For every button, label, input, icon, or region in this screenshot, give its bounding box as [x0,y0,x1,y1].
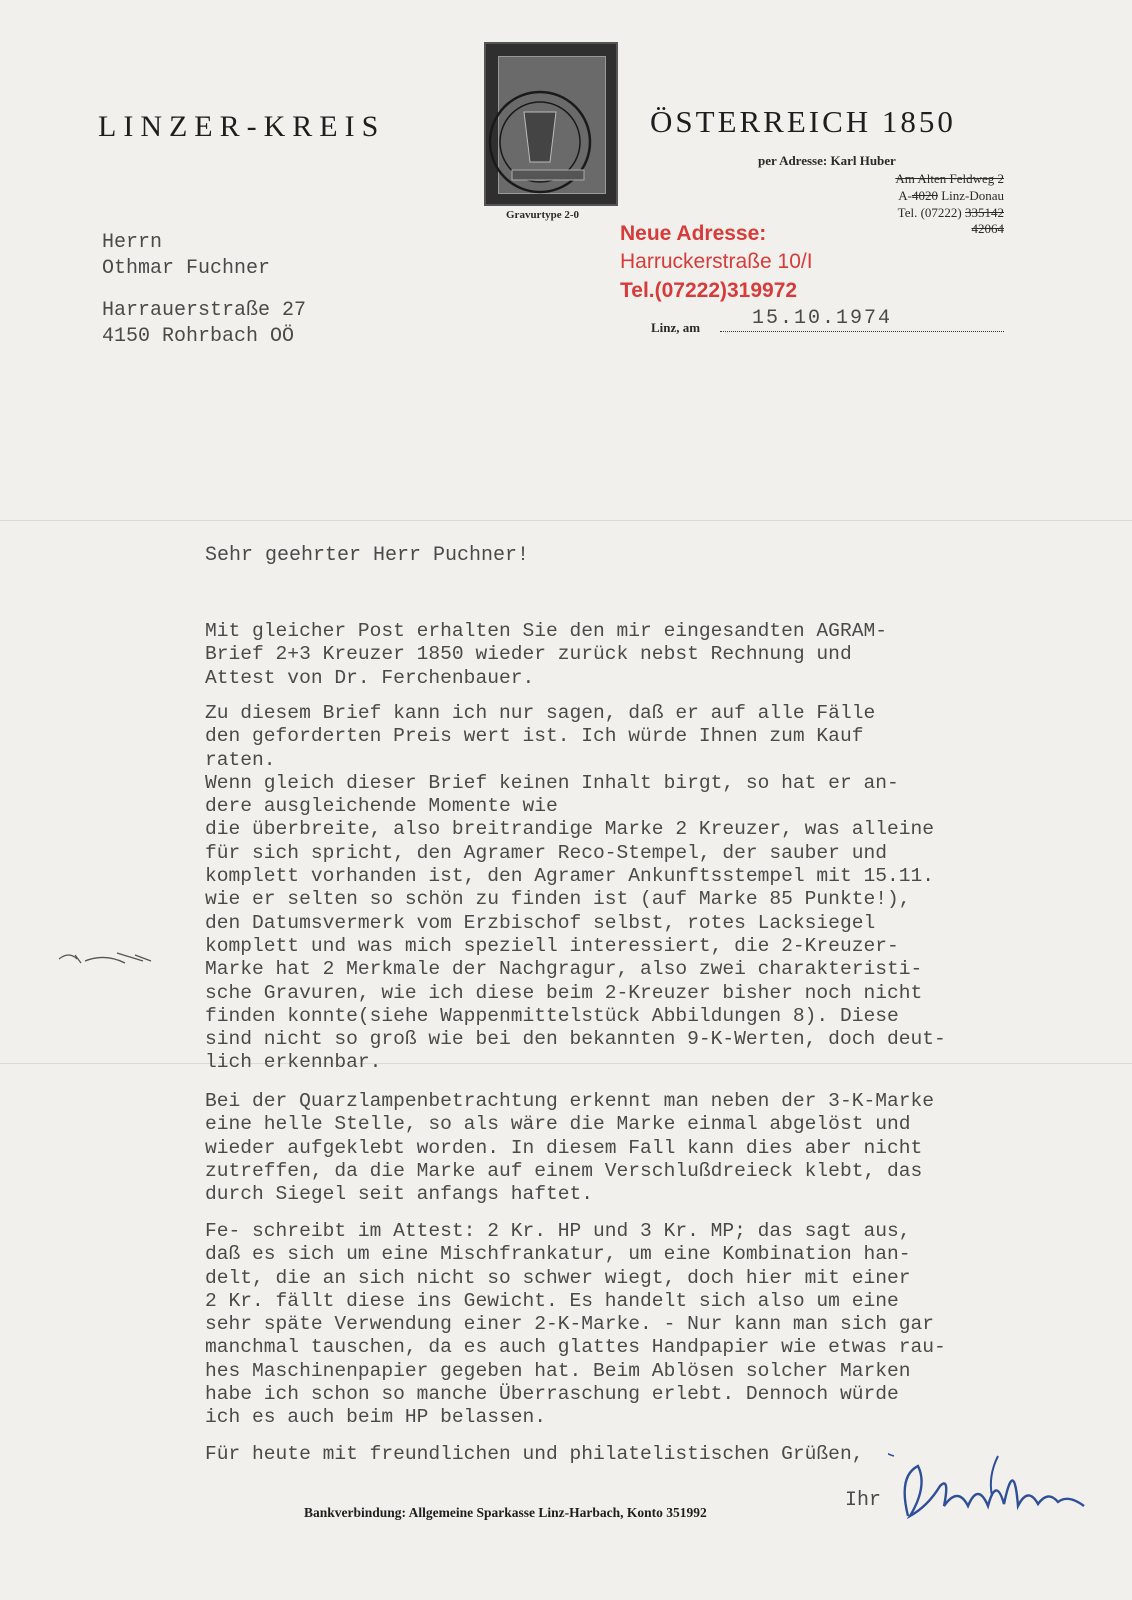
handwritten-signature [888,1446,1108,1556]
paragraph-3: Bei der Quarzlampenbetrachtung erkennt man neben der 3-K-Marke eine helle Stelle, so als wäre die Marke einmal abgelöst und wieder aufgeklebt worden. In diesem Fall kann dies aber nicht zutreffen, da die Marke auf einem Verschlußdreieck klebt, das durch Siegel seit anfangs haftet. [205,1090,935,1206]
new-address-title: Neue Adresse: [620,222,767,245]
recipient-city: 4150 Rohrbach OÖ [102,325,295,348]
postmark-icon [484,42,618,206]
paragraph-5: Für heute mit freundlichen und philatelistischen Grüßen, [205,1443,864,1465]
recipient-line: Herrn [102,231,163,254]
date-underline [720,331,1004,332]
postage-stamp-image [484,42,618,206]
closing-word: Ihr [845,1489,882,1512]
address-header: per Adresse: Karl Huber [758,153,896,168]
salutation: Sehr geehrter Herr Puchner! [205,544,530,567]
letterhead-right-title: ÖSTERREICH 1850 [650,104,956,139]
address-city: A-4020 Linz-Donau [898,188,1004,203]
stamp-caption: Gravurtype 2-0 [506,209,580,221]
paragraph-1: Mit gleicher Post erhalten Sie den mir eingesandten AGRAM- Brief 2+3 Kreuzer 1850 wieder zurück nebst Rechnung und Attest von Dr. Ferchenbauer. [205,620,887,689]
address-phone: Tel. (07222) 335142 [897,205,1004,220]
paper-fold-line [0,520,1132,521]
recipient-street: Harrauerstraße 27 [102,299,307,322]
date-label: Linz, am [651,320,701,335]
new-address-street: Harruckerstraße 10/I [620,250,813,273]
new-address-phone: Tel.(07222)319972 [620,279,798,302]
recipient-name: Othmar Fuchner [102,257,271,280]
margin-pencil-mark-icon [55,945,165,975]
paragraph-4: Fe- schreibt im Attest: 2 Kr. HP und 3 Kr. MP; das sagt aus, daß es sich um eine Mischfrankatur, um eine Kombination han- delt, die an sich nicht so schwer wiegt, doch hier mit einer 2 Kr. fällt diese ins Gewicht. Es handelt sich also um eine sehr späte Verwendung einer 2-K-Marke. - Nur kann man sich gar manchmal tauschen, da es auch glattes Handpapier wie etwas rau- hes Maschinenpapier gegeben hat. Beim Ablösen solcher Marken habe ich schon so manche Überraschung erlebt. Dennoch würde ich es auch beim HP belassen. [205,1220,946,1429]
address-phone-old: 42064 [971,221,1004,236]
address-old-street: Am Alten Feldweg 2 [895,171,1004,186]
bank-details-footer: Bankverbindung: Allgemeine Sparkasse Linz-Harbach, Konto 351992 [304,1505,707,1520]
paragraph-2: Zu diesem Brief kann ich nur sagen, daß er auf alle Fälle den geforderten Preis wert ist. Ich würde Ihnen zum Kauf raten. Wenn gleich dieser Brief keinen Inhalt birgt, so hat er an- dere ausgleichende Momente wie die überbreite, also breitrandige Marke 2 Kreuzer, was alleine für sich spricht, den Agramer Reco-Stempel, der sauber und komplett vorhanden ist, den Agramer Ankunftsstempel mit 15.11. wie er selten so schön zu finden ist (auf Marke 85 Punkte!), den Datumsvermerk vom Erzbischof selbst, rotes Lacksiegel komplett und was mich speziell interessiert, die 2-Kreuzer- Marke hat 2 Merkmale der Nachgragur, also zwei charakteristi- sche Gravuren, wie ich diese beim 2-Kreuzer bisher noch nicht finden konnte(siehe Wappenmittelstück Abbildungen 8). Diese sind nicht so groß wie bei den bekannten 9-K-Werten, doch deut- lich erkennbar. [205,702,946,1074]
letter-date: 15.10.1974 [752,307,893,330]
recipient-address [102,230,306,350]
letterhead-left-title: LINZER-KREIS [98,110,386,143]
